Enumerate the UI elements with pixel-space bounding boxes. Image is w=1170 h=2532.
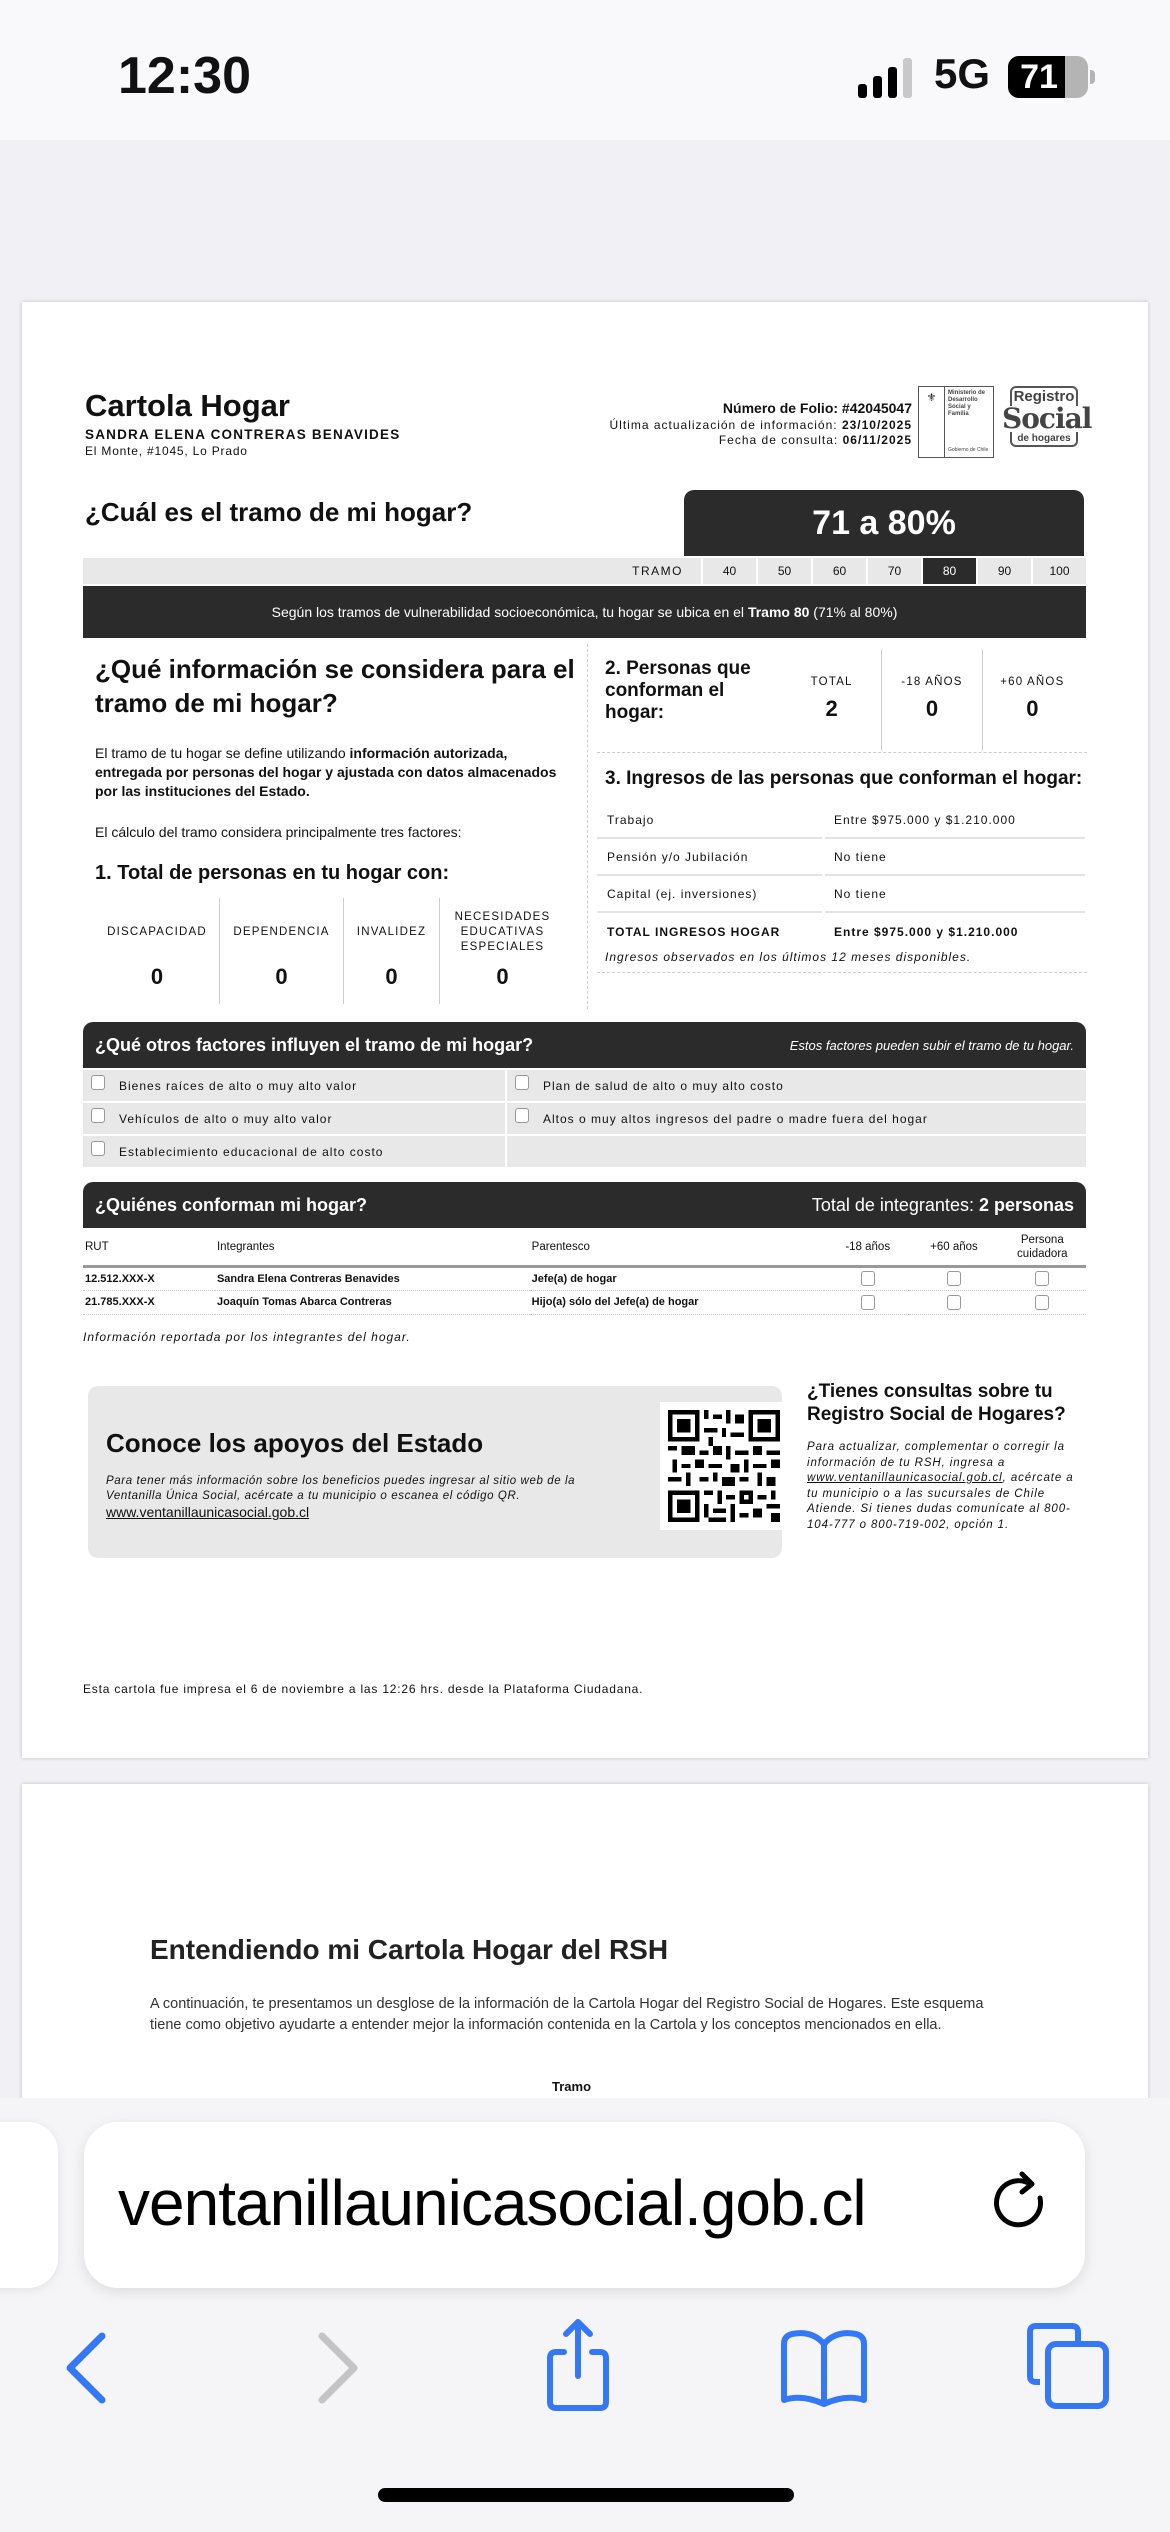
factor2-label: +60 AÑOS <box>1000 676 1065 688</box>
checkbox-icon <box>91 1141 105 1156</box>
checkbox-icon <box>515 1075 529 1090</box>
clock: 12:30 <box>118 47 251 105</box>
col-parentesco: Parentesco <box>530 1230 824 1266</box>
tramo-cell: 40 <box>701 558 756 584</box>
battery-icon <box>1008 56 1088 98</box>
tramo-cell: 80 <box>921 558 976 584</box>
table-row <box>83 1290 1086 1314</box>
consultas-text <box>807 1440 1077 1533</box>
factor2-value: 0 <box>925 696 939 721</box>
apoyos-card <box>88 1386 782 1558</box>
ministry-line: Social y <box>948 404 971 410</box>
income-label: Capital (ej. inversiones) <box>597 876 822 913</box>
divider <box>597 752 1087 753</box>
members-total-value: 2 personas <box>978 1194 1074 1215</box>
rsh-logo-line2: Social <box>1002 402 1092 435</box>
member-caregiver <box>997 1266 1086 1290</box>
document-title: Cartola Hogar <box>85 388 290 423</box>
consultas-link[interactable]: www.ventanillaunicasocial.gob.cl <box>807 1472 1003 1484</box>
tramo-banner <box>83 586 1086 638</box>
checkbox-icon <box>1035 1271 1049 1286</box>
factor1-value: 0 <box>275 964 288 989</box>
factor2-value: 2 <box>825 696 838 721</box>
factor1-label: DEPENDENCIA <box>233 925 330 938</box>
factor1-value: 0 <box>150 964 164 989</box>
income-total-value: Entre $975.000 y $1.210.000 <box>834 924 1019 939</box>
ministry-line: Familia <box>948 411 969 417</box>
col-over60: +60 años <box>909 1230 996 1266</box>
table-row <box>83 1266 1086 1290</box>
member-relation: Jefe(a) de hogar <box>530 1266 824 1290</box>
info-paragraph-2: El cálculo del tramo considera principalmente tres factores: <box>95 824 462 840</box>
factor-item <box>83 1136 505 1167</box>
member-over60 <box>909 1266 996 1290</box>
members-table-header <box>83 1230 1086 1266</box>
factor1-value: 0 <box>496 964 509 989</box>
apoyos-link[interactable]: www.ventanillaunicasocial.gob.cl <box>106 1504 310 1520</box>
members-total-label: Total de integrantes: <box>811 1194 979 1215</box>
battery-level: 71 <box>1020 58 1058 96</box>
factor1-label: INVALIDEZ <box>356 925 427 938</box>
rsh-logo-line1: Registro <box>1010 386 1078 406</box>
factor2-grid <box>782 650 1082 750</box>
query-date-label: Fecha de consulta: <box>718 433 839 447</box>
factor1-value: 0 <box>385 964 398 989</box>
col-integrantes: Integrantes <box>215 1230 530 1266</box>
ministry-line: Desarrollo <box>948 397 978 403</box>
factor-item <box>83 1070 505 1101</box>
tramo-cell: 90 <box>976 558 1031 584</box>
col-under18: -18 años <box>824 1230 909 1266</box>
ministry-line: Ministerio de <box>948 390 986 396</box>
checkbox-icon <box>861 1295 875 1310</box>
ministry-footer: Gobierno de Chile <box>948 447 989 453</box>
other-factors-header <box>83 1022 1086 1068</box>
printed-note: Esta cartola fue impresa el 6 de noviembre a las 12:26 hrs. desde la Plataforma Ciudadana. <box>83 1682 644 1696</box>
factor2-value: 0 <box>1026 696 1039 721</box>
query-date <box>719 433 912 447</box>
column-divider <box>587 644 588 1009</box>
url-text[interactable]: ventanillaunicasocial.gob.cl <box>118 2167 866 2239</box>
income-value: Entre $975.000 y $1.210.000 <box>825 802 1085 839</box>
factor3-title: 3. Ingresos de las personas que conforman el hogar: <box>605 768 1083 789</box>
member-over60 <box>909 1290 996 1314</box>
checkbox-icon <box>515 1108 529 1123</box>
factor1-label: DISCAPACIDAD <box>107 925 207 938</box>
member-rut: 21.785.XXX-X <box>83 1290 215 1314</box>
income-value: No tiene <box>825 839 1085 876</box>
consultas-text-part: Para actualizar, complementar o corregir la información de tu RSH, ingresa a <box>807 1441 1065 1469</box>
network-type: 5G <box>934 50 991 97</box>
share-icon[interactable] <box>538 2316 618 2414</box>
checkbox-icon <box>947 1271 961 1286</box>
factor2-title: 2. Personas que conforman el hogar: <box>605 658 751 723</box>
income-label: Trabajo <box>597 802 822 839</box>
income-row <box>597 802 1085 839</box>
info-title: ¿Qué información se considera para el tramo de mi hogar? <box>95 654 575 718</box>
factor2-col <box>881 650 981 750</box>
tramo-cell: 60 <box>811 558 866 584</box>
banner-text: Según los tramos de vulnerabilidad socioeconómica, tu hogar se ubica en el <box>271 604 748 620</box>
member-name: Joaquín Tomas Abarca Contreras <box>215 1290 530 1314</box>
cartola-page <box>22 302 1148 1758</box>
status-bar <box>0 0 1170 140</box>
income-total-row <box>597 913 1085 950</box>
factor-item <box>507 1070 1086 1101</box>
chile-crest-icon: ⚜ <box>919 387 945 457</box>
factor1-col <box>439 898 565 1004</box>
member-caregiver <box>997 1290 1086 1314</box>
members-total <box>812 1195 1074 1216</box>
members-header <box>83 1182 1086 1228</box>
income-row <box>597 876 1085 913</box>
holder-address: El Monte, #1045, Lo Prado <box>85 444 248 458</box>
browser-toolbar <box>0 2098 1170 2532</box>
income-label: Pensión y/o Jubilación <box>597 839 822 876</box>
tramo-cell: 100 <box>1031 558 1086 584</box>
consultas-text-part: , acércate a tu municipio o a las sucursales de Chile Atiende. Si tienes dudas comunícate al 800-104-777 o 800-719-002, opción 1. <box>807 1472 1074 1531</box>
tramo-scale-label: TRAMO <box>632 564 683 578</box>
holder-name: SANDRA ELENA CONTRERAS BENAVIDES <box>85 427 401 442</box>
income-table <box>597 802 1085 950</box>
folio-number: Número de Folio: #42045047 <box>722 400 912 416</box>
member-relation: Hijo(a) sólo del Jefe(a) de hogar <box>530 1290 824 1314</box>
factor-item <box>507 1103 1086 1134</box>
battery-nub <box>1090 70 1095 84</box>
factor1-label: NECESIDADES EDUCATIVAS ESPECIALES <box>454 910 551 953</box>
checkbox-icon <box>91 1075 105 1090</box>
consultas-title: ¿Tienes consultas sobre tu Registro Social de Hogares? <box>807 1381 1066 1425</box>
apoyos-title: Conoce los apoyos del Estado <box>106 1428 484 1458</box>
checkbox-icon <box>947 1295 961 1310</box>
factor-item-empty <box>507 1136 1086 1167</box>
checkbox-icon <box>1035 1295 1049 1310</box>
guide-text: A continuación, te presentamos un desglose de la información de la Cartola Hogar del Registro Social de Hogares. Este esquema tiene como objetivo ayudarte a entender mejor la información contenida en la Cartola y los conceptos mencionados en ella. <box>150 1996 984 2033</box>
other-factors-subtitle: Estos factores pueden subir el tramo de tu hogar. <box>789 1037 1074 1053</box>
ministry-logo <box>918 386 994 458</box>
reload-icon[interactable] <box>986 2166 1058 2238</box>
banner-tramo: Tramo 80 <box>747 604 810 620</box>
banner-range: (71% al 80%) <box>809 604 898 620</box>
info-paragraph <box>95 744 575 801</box>
guide-tramo-label: Tramo <box>552 2079 592 2094</box>
rsh-logo <box>1002 386 1092 464</box>
member-under18 <box>824 1290 909 1314</box>
tramo-cell: 70 <box>866 558 921 584</box>
members-table <box>83 1230 1086 1315</box>
member-under18 <box>824 1266 909 1290</box>
factor1-grid <box>95 898 565 1004</box>
members-note: Información reportada por los integrantes del hogar. <box>83 1330 411 1344</box>
income-note: Ingresos observados en los últimos 12 meses disponibles. <box>605 950 972 964</box>
back-icon[interactable] <box>58 2330 114 2406</box>
tramo-question: ¿Cuál es el tramo de mi hogar? <box>85 497 473 527</box>
checkbox-icon <box>861 1271 875 1286</box>
divider <box>597 972 1087 973</box>
factor1-col <box>343 898 439 1004</box>
info-text: El tramo de tu hogar se define utilizando <box>95 745 350 761</box>
last-update <box>610 418 913 432</box>
col-caregiver: Persona cuidadora <box>997 1230 1086 1266</box>
bookmarks-icon[interactable] <box>776 2326 872 2410</box>
last-update-value: 23/10/2025 <box>841 418 912 432</box>
guide-page <box>22 1784 1148 2104</box>
factor-item-label: Plan de salud de alto o muy alto costo <box>543 1078 784 1093</box>
rsh-logo-line3: de hogares <box>1010 432 1078 447</box>
income-row <box>597 839 1085 876</box>
members-title: ¿Quiénes conforman mi hogar? <box>95 1194 368 1215</box>
member-rut: 12.512.XXX-X <box>83 1266 215 1290</box>
income-total-label: TOTAL INGRESOS HOGAR <box>607 924 781 939</box>
other-factors-title: ¿Qué otros factores influyen el tramo de mi hogar? <box>95 1034 534 1055</box>
col-rut: RUT <box>83 1230 215 1266</box>
factor-item-label: Bienes raíces de alto o muy alto valor <box>119 1078 358 1093</box>
factor1-title: 1. Total de personas en tu hogar con: <box>95 862 450 884</box>
factor1-col <box>219 898 343 1004</box>
tabs-icon[interactable] <box>1022 2320 1114 2412</box>
factor-item-label: Vehículos de alto o muy alto valor <box>119 1111 333 1126</box>
factor-item-label: Altos o muy altos ingresos del padre o madre fuera del hogar <box>543 1111 928 1126</box>
last-update-label: Última actualización de información: <box>609 418 838 432</box>
factor-item-label: Establecimiento educacional de alto costo <box>119 1144 384 1159</box>
tramo-scale <box>83 558 1086 584</box>
factor2-col <box>982 650 1082 750</box>
apoyos-text: Para tener más información sobre los beneficios puedes ingresar al sitio web de la Ventanilla Única Social, acércate a tu municipio o escanea el código QR. <box>106 1475 576 1502</box>
factor2-col <box>782 650 881 750</box>
address-bar[interactable] <box>84 2122 1085 2288</box>
income-value: No tiene <box>825 876 1085 913</box>
factor2-label: TOTAL <box>810 676 853 688</box>
home-indicator <box>378 2488 794 2502</box>
qr-code-icon <box>660 1402 788 1530</box>
factor2-label: -18 AÑOS <box>901 676 963 688</box>
previous-tab[interactable] <box>0 2122 58 2288</box>
other-factors-list <box>83 1070 1086 1167</box>
factor-item <box>83 1103 505 1134</box>
forward-icon[interactable] <box>310 2330 366 2406</box>
member-name: Sandra Elena Contreras Benavides <box>215 1266 530 1290</box>
tramo-cell: 50 <box>756 558 811 584</box>
tramo-range: 71 a 80% <box>684 490 1084 556</box>
info-text-bold: información autorizada, entregada por personas del hogar y ajustada con datos almacenados por las instituciones del Estado. <box>95 745 557 799</box>
guide-title: Entendiendo mi Cartola Hogar del RSH <box>150 1934 669 1965</box>
query-date-value: 06/11/2025 <box>842 433 912 447</box>
checkbox-icon <box>91 1108 105 1123</box>
signal-icon <box>858 58 916 98</box>
factor1-col <box>95 898 219 1004</box>
